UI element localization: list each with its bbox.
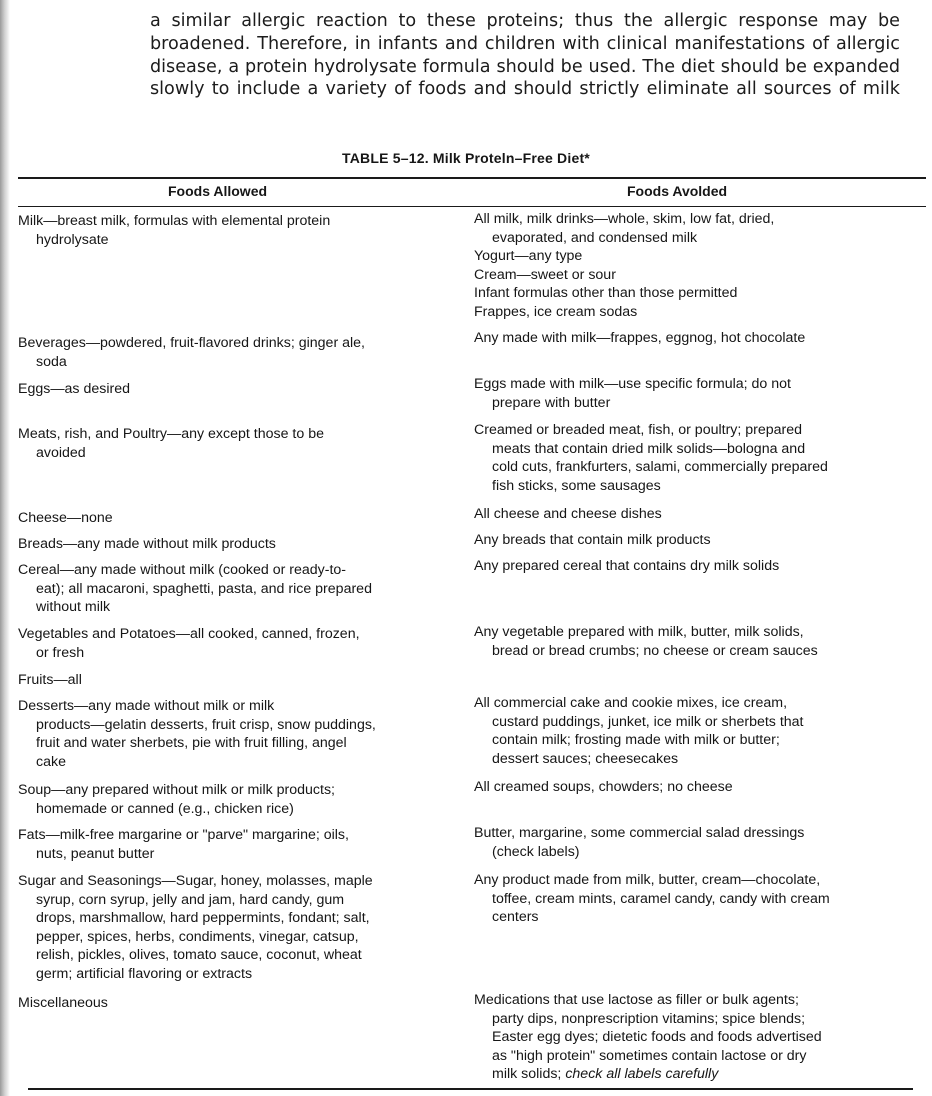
cell-line: Any product made from milk, butter, cream—chocolate,	[474, 872, 821, 888]
cell-line: bread or bread crumbs; no cheese or cream sauces	[492, 642, 818, 659]
cell-line: germ; artificial flavoring or extracts	[36, 965, 253, 982]
cell-line: dessert sauces; cheesecakes	[492, 750, 679, 767]
cell-line: Easter egg dyes; dietetic foods and foods advertised	[492, 1029, 822, 1045]
cell-line: Desserts—any made without milk or milk	[18, 698, 275, 714]
cell-line: Milk—breast milk, formulas with elemental protein	[18, 213, 331, 229]
cell-line: drops, marshmallow, hard peppermints, fondant; salt,	[36, 910, 370, 926]
table-row-sugar-seasonings-allowed	[18, 872, 373, 983]
column-header-foods-allowed: Foods Allowed	[168, 183, 268, 199]
cell-line: Miscellaneous	[18, 995, 108, 1011]
table-row-desserts-avoided	[474, 694, 804, 768]
cell-line: Any breads that contain milk products	[474, 532, 711, 548]
table-row-beverages-allowed	[18, 334, 365, 371]
table-row-fruits-allowed	[18, 671, 82, 690]
table-row-fats-allowed	[18, 826, 349, 863]
intro-line: broadened. Therefore, in infants and children with clinical manifestations of allergic	[150, 33, 900, 54]
cell-line: Vegetables and Potatoes—all cooked, canned, frozen,	[18, 626, 360, 642]
cell-line: Fats—milk-free margarine or "parve" margarine; oils,	[18, 827, 349, 843]
table-row-miscellaneous-allowed	[18, 994, 108, 1013]
cell-line: avoided	[36, 444, 86, 461]
table-top-rule	[18, 177, 926, 179]
cell-line: without milk	[36, 599, 111, 615]
cell-line: All creamed soups, chowders; no cheese	[474, 779, 733, 795]
cell-line: toffee, cream mints, caramel candy, candy with cream	[492, 890, 830, 907]
cell-line: Creamed or breaded meat, fish, or poultry; prepared	[474, 422, 803, 438]
cell-line: Eggs—as desired	[18, 381, 130, 397]
cell-line: Infant formulas other than those permitted	[474, 285, 738, 301]
cell-line: Any made with milk—frappes, eggnog, hot chocolate	[474, 330, 806, 346]
table-row-meats-avoided	[474, 421, 828, 495]
cell-line: Frappes, ice cream sodas	[474, 303, 638, 320]
table-row-soup-allowed	[18, 781, 335, 818]
cell-line: as "high protein" sometimes contain lactose or dry	[492, 1047, 807, 1064]
table-row-vegetables-avoided	[474, 623, 818, 660]
cell-line: prepare with butter	[492, 394, 611, 411]
cell-line: Meats, rish, and Poultry—any except those to be	[18, 426, 324, 442]
table-header-rule	[18, 206, 926, 207]
cell-line	[474, 1065, 822, 1084]
table-row-eggs-allowed	[18, 380, 130, 399]
cell-line: Any vegetable prepared with milk, butter, milk solids,	[474, 624, 804, 640]
cell-line: Sugar and Seasonings—Sugar, honey, molasses, maple	[18, 873, 373, 889]
cell-line: centers	[492, 909, 539, 925]
cell-line: Fruits—all	[18, 672, 82, 688]
cell-line: fish sticks, some sausages	[492, 477, 661, 494]
table-row-breads-allowed	[18, 535, 276, 554]
cell-line: products—gelatin desserts, fruit crisp, snow puddings,	[36, 716, 376, 733]
table-row-desserts-allowed	[18, 697, 376, 771]
cell-line: Cereal—any made without milk (cooked or ready-to-	[18, 562, 347, 578]
cell-line: Cream—sweet or sour	[474, 266, 616, 283]
table-title: TABLE 5–12. Milk Proteln–Free Diet*	[342, 150, 590, 166]
cell-line: meats that contain dried milk solids—bologna and	[492, 440, 806, 457]
cell-line: nuts, peanut butter	[36, 845, 155, 862]
cell-line: All milk, milk drinks—whole, skim, low fat, dried,	[474, 211, 775, 227]
cell-italic-text: check all labels carefully	[565, 1066, 719, 1082]
table-row-meats-allowed	[18, 425, 324, 462]
intro-paragraph	[150, 10, 900, 101]
cell-line: (check labels)	[492, 843, 580, 860]
cell-line: pepper, spices, herbs, condiments, vinegar, catsup,	[36, 928, 359, 945]
table-row-eggs-avoided	[474, 375, 791, 412]
table-row-soup-avoided	[474, 778, 733, 797]
cell-line: cake	[36, 753, 66, 770]
cell-text: milk solids;	[492, 1066, 566, 1082]
cell-line: Eggs made with milk—use specific formula; do not	[474, 376, 791, 392]
cell-line: or fresh	[36, 644, 85, 661]
table-row-breads-avoided	[474, 531, 711, 550]
cell-line: relish, pickles, olives, tomato sauce, coconut, wheat	[36, 947, 362, 963]
table-row-cereal-allowed	[18, 561, 372, 617]
cell-line: cold cuts, frankfurters, salami, commercially prepared	[492, 459, 828, 475]
intro-line: disease, a protein hydrolysate formula should be used. The diet should be expanded	[150, 56, 900, 77]
table-bottom-rule	[28, 1088, 913, 1090]
cell-line: All cheese and cheese dishes	[474, 506, 662, 522]
cell-line: Soup—any prepared without milk or milk products;	[18, 782, 335, 798]
cell-line: homemade or canned (e.g., chicken rice)	[36, 800, 294, 817]
cell-line: custard puddings, junket, ice milk or sherbets that	[492, 713, 804, 730]
table-row-fats-avoided	[474, 824, 804, 861]
intro-line: a similar allergic reaction to these proteins; thus the allergic response may be	[150, 11, 900, 31]
column-header-foods-avoided: Foods Avolded	[627, 183, 728, 199]
cell-line: Any prepared cereal that contains dry milk solids	[474, 558, 780, 574]
cell-line: Butter, margarine, some commercial salad dressings	[474, 825, 805, 841]
table-row-cereal-avoided	[474, 557, 779, 576]
table-row-milk-allowed	[18, 212, 330, 249]
table-row-beverages-avoided	[474, 329, 805, 348]
cell-line: Beverages—powdered, fruit-flavored drinks; ginger ale,	[18, 335, 365, 351]
cell-line: soda	[36, 353, 67, 370]
cell-line: evaporated, and condensed milk	[492, 229, 698, 246]
table-row-milk-avoided	[474, 210, 774, 321]
cell-line: party dips, nonprescription vitamins; spice blends;	[492, 1010, 806, 1027]
intro-line: slowly to include a variety of foods and should strictly eliminate all sources of milk	[150, 79, 900, 100]
table-row-cheese-avoided	[474, 505, 662, 524]
table-row-sugar-seasonings-avoided	[474, 871, 830, 927]
cell-line: fruit and water sherbets, pie with fruit filling, angel	[36, 735, 347, 751]
table-row-miscellaneous-avoided	[474, 991, 822, 1084]
table-row-cheese-allowed	[18, 509, 113, 528]
cell-line: All commercial cake and cookie mixes, ice cream,	[474, 695, 788, 711]
cell-line: Breads—any made without milk products	[18, 536, 276, 552]
table-row-vegetables-allowed	[18, 625, 360, 662]
cell-line: Yogurt—any type	[474, 248, 583, 264]
cell-line: hydrolysate	[36, 231, 109, 248]
cell-line: syrup, corn syrup, jelly and jam, hard candy, gum	[36, 891, 345, 908]
cell-line: eat); all macaroni, spaghetti, pasta, and rice prepared	[36, 580, 372, 597]
cell-line: contain milk; frosting made with milk or butter;	[492, 732, 780, 748]
cell-line: Medications that use lactose as filler or bulk agents;	[474, 992, 799, 1008]
cell-line: Cheese—none	[18, 510, 113, 526]
